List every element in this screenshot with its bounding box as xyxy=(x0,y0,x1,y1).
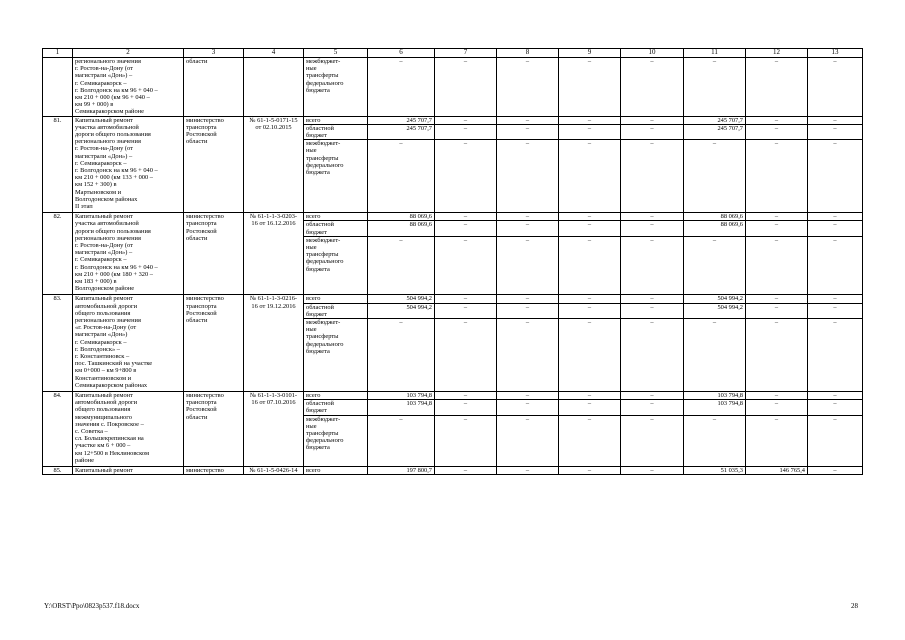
funding-source: всего xyxy=(304,295,368,303)
amount-cell: – xyxy=(808,124,863,139)
funding-source: межбюджет- ные трансферты федерального бюджета xyxy=(304,140,368,213)
column-header: 3 xyxy=(184,49,244,58)
amount-cell: – xyxy=(808,221,863,236)
amount-cell: – xyxy=(684,319,746,392)
amount-cell: – xyxy=(559,236,621,295)
amount-cell: – xyxy=(559,116,621,124)
amount-cell: – xyxy=(746,221,808,236)
project-name: Капитальный ремонт xyxy=(73,467,184,475)
amount-cell: – xyxy=(497,392,559,400)
funding-source: всего xyxy=(304,116,368,124)
amount-cell: – xyxy=(497,319,559,392)
amount-cell: 51 035,3 xyxy=(684,467,746,475)
responsible-agency: министерство транспорта Ростовской области xyxy=(184,116,244,213)
amount-cell: – xyxy=(559,58,621,117)
amount-cell: – xyxy=(746,400,808,415)
amount-cell: 103 794,8 xyxy=(684,400,746,415)
amount-cell: – xyxy=(808,58,863,117)
amount-cell: – xyxy=(746,58,808,117)
table-row xyxy=(43,58,863,117)
funding-source: областной бюджет xyxy=(304,400,368,415)
responsible-agency: области xyxy=(184,58,244,117)
amount-cell: – xyxy=(621,319,684,392)
amount-cell: 245 707,7 xyxy=(368,116,435,124)
amount-cell: – xyxy=(435,295,497,303)
amount-cell: – xyxy=(746,303,808,318)
amount-cell: – xyxy=(808,392,863,400)
amount-cell: – xyxy=(746,295,808,303)
amount-cell: – xyxy=(559,415,621,466)
amount-cell: 146 765,4 xyxy=(746,467,808,475)
funding-source: межбюджет- ные трансферты федерального бюджета xyxy=(304,319,368,392)
file-path: Y:\ORST\Ppo\0823p537.f18.docx xyxy=(44,602,140,610)
column-number-row xyxy=(43,49,863,58)
row-number xyxy=(43,58,73,117)
responsible-agency: министерство транспорта Ростовской области xyxy=(184,392,244,467)
row-number: 81. xyxy=(43,116,73,213)
column-header: 2 xyxy=(73,49,184,58)
amount-cell: – xyxy=(808,140,863,213)
table-row xyxy=(43,295,863,303)
amount-cell: 197 800,7 xyxy=(368,467,435,475)
funding-source: областной бюджет xyxy=(304,124,368,139)
amount-cell: 88 069,6 xyxy=(368,213,435,221)
amount-cell: – xyxy=(621,124,684,139)
column-header: 5 xyxy=(304,49,368,58)
amount-cell: 245 707,7 xyxy=(684,124,746,139)
table-header xyxy=(43,49,863,58)
amount-cell: – xyxy=(559,392,621,400)
amount-cell: – xyxy=(621,236,684,295)
amount-cell: 504 994,2 xyxy=(684,303,746,318)
amount-cell: – xyxy=(621,392,684,400)
amount-cell: – xyxy=(621,295,684,303)
column-header: 6 xyxy=(368,49,435,58)
responsible-agency: министерство xyxy=(184,467,244,475)
amount-cell: 504 994,2 xyxy=(368,303,435,318)
table-row xyxy=(43,467,863,475)
amount-cell: – xyxy=(559,303,621,318)
amount-cell: – xyxy=(808,415,863,466)
contract-number: № 61-1-1-3-0216- 16 от 19.12.2016 xyxy=(244,295,304,392)
funding-source: областной бюджет xyxy=(304,303,368,318)
amount-cell: – xyxy=(746,319,808,392)
amount-cell: – xyxy=(808,400,863,415)
amount-cell: – xyxy=(497,58,559,117)
column-header: 11 xyxy=(684,49,746,58)
amount-cell: – xyxy=(368,140,435,213)
funding-source: всего xyxy=(304,392,368,400)
responsible-agency: министерство транспорта Ростовской области xyxy=(184,213,244,295)
table-row xyxy=(43,392,863,400)
amount-cell: – xyxy=(497,221,559,236)
amount-cell: 245 707,7 xyxy=(684,116,746,124)
amount-cell: 88 069,6 xyxy=(684,213,746,221)
column-header: 8 xyxy=(497,49,559,58)
amount-cell: – xyxy=(559,400,621,415)
amount-cell: – xyxy=(368,415,435,466)
amount-cell: – xyxy=(497,213,559,221)
amount-cell: – xyxy=(684,140,746,213)
amount-cell: – xyxy=(559,319,621,392)
column-header: 10 xyxy=(621,49,684,58)
amount-cell: – xyxy=(559,124,621,139)
column-header: 12 xyxy=(746,49,808,58)
amount-cell: 504 994,2 xyxy=(368,295,435,303)
amount-cell: – xyxy=(746,213,808,221)
amount-cell: – xyxy=(808,319,863,392)
amount-cell: – xyxy=(684,58,746,117)
project-name: Капитальный ремонт автомобильной дороги общего пользования регионального значения «г. Ростов-на-Дону (от магистрали «Дон») г. Семикаракорск – г. Волгодонск» – г. Константиновск – пос. Ташкинский на участке км 0+000 – км 9+800 в Константиновском и Семикаракорском районах xyxy=(73,295,184,392)
amount-cell: – xyxy=(435,140,497,213)
amount-cell: – xyxy=(435,124,497,139)
amount-cell: 103 794,8 xyxy=(368,400,435,415)
column-header: 7 xyxy=(435,49,497,58)
amount-cell: – xyxy=(808,213,863,221)
amount-cell: – xyxy=(746,140,808,213)
amount-cell: – xyxy=(808,116,863,124)
page-number: 28 xyxy=(851,602,858,610)
amount-cell: – xyxy=(621,303,684,318)
amount-cell: 88 069,6 xyxy=(368,221,435,236)
column-header: 13 xyxy=(808,49,863,58)
amount-cell: – xyxy=(497,467,559,475)
funding-source: областной бюджет xyxy=(304,221,368,236)
amount-cell: – xyxy=(559,295,621,303)
amount-cell: – xyxy=(435,400,497,415)
amount-cell: – xyxy=(808,236,863,295)
amount-cell: – xyxy=(368,319,435,392)
amount-cell: – xyxy=(435,319,497,392)
amount-cell: – xyxy=(497,295,559,303)
contract-number: № 61-1-1-3-0101- 16 от 07.10.2016 xyxy=(244,392,304,467)
column-header: 9 xyxy=(559,49,621,58)
budget-table xyxy=(42,48,863,475)
amount-cell: – xyxy=(808,303,863,318)
row-number: 83. xyxy=(43,295,73,392)
contract-number xyxy=(244,58,304,117)
amount-cell: – xyxy=(435,236,497,295)
amount-cell: – xyxy=(497,116,559,124)
amount-cell: – xyxy=(497,415,559,466)
amount-cell: – xyxy=(746,415,808,466)
amount-cell: – xyxy=(621,213,684,221)
amount-cell: – xyxy=(559,467,621,475)
amount-cell: – xyxy=(497,303,559,318)
amount-cell: – xyxy=(497,140,559,213)
amount-cell: – xyxy=(746,124,808,139)
amount-cell: – xyxy=(559,140,621,213)
amount-cell: – xyxy=(621,415,684,466)
amount-cell: – xyxy=(435,415,497,466)
amount-cell: – xyxy=(368,236,435,295)
amount-cell: 88 069,6 xyxy=(684,221,746,236)
amount-cell: – xyxy=(497,124,559,139)
amount-cell: – xyxy=(368,58,435,117)
contract-number: № 61-1-1-3-0203- 16 от 16.12.2016 xyxy=(244,213,304,295)
amount-cell: – xyxy=(746,116,808,124)
funding-source: всего xyxy=(304,467,368,475)
funding-source: межбюджет- ные трансферты федерального бюджета xyxy=(304,236,368,295)
table-body xyxy=(43,58,863,475)
amount-cell: – xyxy=(808,295,863,303)
responsible-agency: министерство транспорта Ростовской области xyxy=(184,295,244,392)
amount-cell: – xyxy=(621,400,684,415)
table-row xyxy=(43,213,863,221)
amount-cell: – xyxy=(684,236,746,295)
project-name: Капитальный ремонт автомобильной дороги общего пользования межмуниципального значения с. Покровское – с. Советка – сл. Большекрепинская на участке км 6 + 000 – км 12+500 в Неклиновском районе xyxy=(73,392,184,467)
amount-cell: – xyxy=(621,58,684,117)
funding-source: всего xyxy=(304,213,368,221)
amount-cell: – xyxy=(808,467,863,475)
funding-source: межбюджет- ные трансферты федерального бюджета xyxy=(304,58,368,117)
amount-cell: 245 707,7 xyxy=(368,124,435,139)
column-header: 4 xyxy=(244,49,304,58)
table-row xyxy=(43,116,863,124)
amount-cell: – xyxy=(621,116,684,124)
amount-cell: – xyxy=(559,213,621,221)
amount-cell: 103 794,8 xyxy=(684,392,746,400)
project-name: Капитальный ремонт участка автомобильной дороги общего пользования регионального значения г. Ростов-на-Дону (от магистрали «Дон») – г. Семикаракорск – г. Волгодонск на км 96 + 040 – км 210 + 000 (км 180 + 320 – км 183 + 000) в Волгодонском районе xyxy=(73,213,184,295)
amount-cell: 103 794,8 xyxy=(368,392,435,400)
project-name: Капитальный ремонт участка автомобильной дороги общего пользования регионального значения г. Ростов-на-Дону (от магистрали «Дон») – г. Семикаракорск – г. Волгодонск на км 96 + 040 – км 210 + 000 (км 133 + 000 – км 152 + 300) в Мартыновском и Волгодонском районах II этап xyxy=(73,116,184,213)
amount-cell: – xyxy=(621,221,684,236)
amount-cell: – xyxy=(621,140,684,213)
amount-cell: – xyxy=(435,303,497,318)
amount-cell: – xyxy=(746,392,808,400)
contract-number: № 61-1-5-0171-15 от 02.10.2015 xyxy=(244,116,304,213)
amount-cell: – xyxy=(559,221,621,236)
amount-cell: – xyxy=(435,392,497,400)
row-number: 84. xyxy=(43,392,73,467)
amount-cell: – xyxy=(435,116,497,124)
amount-cell: – xyxy=(684,415,746,466)
funding-source: межбюджет- ные трансферты федерального бюджета xyxy=(304,415,368,466)
amount-cell: – xyxy=(435,221,497,236)
amount-cell: 504 994,2 xyxy=(684,295,746,303)
amount-cell: – xyxy=(497,236,559,295)
amount-cell: – xyxy=(497,400,559,415)
column-header: 1 xyxy=(43,49,73,58)
amount-cell: – xyxy=(621,467,684,475)
amount-cell: – xyxy=(435,467,497,475)
contract-number: № 61-1-5-0426-14 xyxy=(244,467,304,475)
amount-cell: – xyxy=(435,58,497,117)
row-number: 82. xyxy=(43,213,73,295)
project-name: регионального значения г. Ростов-на-Дону (от магистрали «Дон») – г. Семикаракорск – г. Волгодонск на км 96 + 040 – км 210 + 000 (км 96 + 040 – км 99 + 000) в Семикаракорском районе xyxy=(73,58,184,117)
row-number: 85. xyxy=(43,467,73,475)
amount-cell: – xyxy=(435,213,497,221)
amount-cell: – xyxy=(746,236,808,295)
